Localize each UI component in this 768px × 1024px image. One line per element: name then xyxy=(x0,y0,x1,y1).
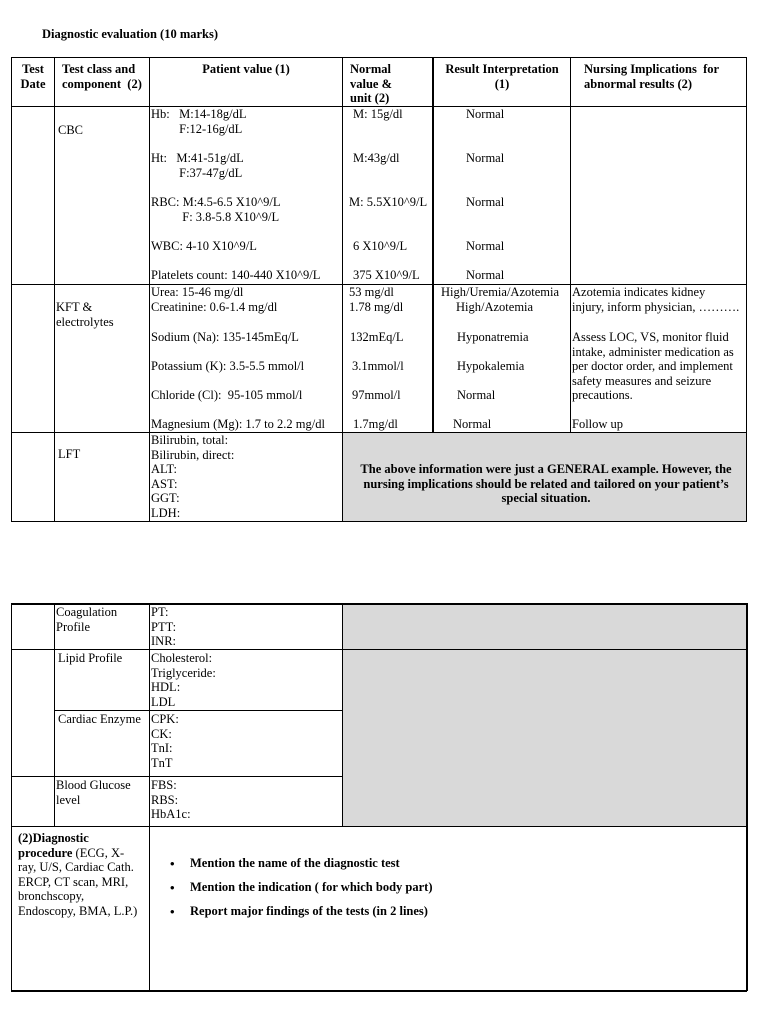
kft-chloride-interp: Normal xyxy=(457,388,496,402)
coag-label: Coagulation Profile xyxy=(56,605,118,634)
header-result-interpretation: Result Interpretation (1) xyxy=(445,62,559,91)
cbc-hb-patient: Hb: M:14-18g/dL F:12-16g/dL xyxy=(151,107,247,136)
header-patient-value: Patient value (1) xyxy=(202,62,290,76)
cbc-wbc-patient: WBC: 4-10 X10^9/L xyxy=(151,239,257,253)
procedure-label-examples: (ECG, X-ray, U/S, Cardiac Cath. ERCP, CT scan, MRI, bronchscopy, Endoscopy, BMA, L.P.) xyxy=(18,845,138,918)
cbc-rbc-interp: Normal xyxy=(466,195,505,209)
header-test-date: Test Date xyxy=(20,62,46,91)
kft-magnesium-normal: 1.7mg/dl xyxy=(353,417,398,431)
cbc-hb-normal: M: 15g/dl xyxy=(353,107,403,121)
kft-creatinine-patient: Creatinine: 0.6-1.4 mg/dl xyxy=(151,300,278,314)
instruction-item: • Mention the indication ( for which body part) xyxy=(170,880,433,895)
cbc-label: CBC xyxy=(58,123,84,137)
lipid-label: Lipid Profile xyxy=(58,651,123,665)
cbc-platelets-interp: Normal xyxy=(466,268,505,282)
kft-urea-normal: 53 mg/dl xyxy=(349,285,394,299)
instruction-item: • Report major findings of the tests (in 2 lines) xyxy=(170,904,433,919)
kft-potassium-normal: 3.1mmol/l xyxy=(352,359,404,373)
cbc-ht-normal: M:43g/dl xyxy=(353,151,400,165)
header-normal-value: Normal value & unit (2) xyxy=(350,62,393,105)
general-example-note: The above information were just a GENERAL example. However, the nursing implications should be related and tailored on your patient’s special situation. xyxy=(360,462,732,505)
kft-creatinine-normal: 1.78 mg/dl xyxy=(349,300,404,314)
kft-label: KFT & electrolytes xyxy=(56,300,114,329)
kft-urea-interp: High/Uremia/Azotemia xyxy=(441,285,560,299)
kft-magnesium-patient: Magnesium (Mg): 1.7 to 2.2 mg/dl xyxy=(151,417,325,431)
kft-chloride-patient: Chloride (Cl): 95-105 mmol/l xyxy=(151,388,303,402)
glucose-items: FBS: RBS: HbA1c: xyxy=(151,778,191,821)
cardiac-items: CPK: CK: TnI: TnT xyxy=(151,712,179,770)
header-test-class: Test class and component (2) xyxy=(62,62,142,91)
page-title: Diagnostic evaluation (10 marks) xyxy=(42,27,219,41)
cbc-rbc-patient: RBC: M:4.5-6.5 X10^9/L F: 3.8-5.8 X10^9/L xyxy=(151,195,281,224)
cbc-platelets-patient: Platelets count: 140-440 X10^9/L xyxy=(151,268,321,282)
cbc-ht-interp: Normal xyxy=(466,151,505,165)
kft-nursing-azotemia: Azotemia indicates kidney injury, inform physician, ………. xyxy=(572,285,740,314)
procedure-label-title: (2)Diagnostic procedure xyxy=(18,831,89,860)
kft-sodium-interp: Hyponatremia xyxy=(457,330,529,344)
kft-potassium-interp: Hypokalemia xyxy=(457,359,525,373)
header-nursing-implications: Nursing Implications for abnormal results (2) xyxy=(584,62,720,91)
empty-shade xyxy=(342,605,746,827)
cbc-wbc-interp: Normal xyxy=(466,239,505,253)
kft-nursing-follow-up: Follow up xyxy=(572,417,624,431)
kft-sodium-normal: 132mEq/L xyxy=(350,330,404,344)
procedure-label xyxy=(18,831,140,918)
lipid-items: Cholesterol: Triglyceride: HDL: LDL xyxy=(151,651,216,709)
kft-nursing-electrolytes: Assess LOC, VS, monitor fluid intake, administer medication as per doctor order, and implement safety measures and seizure precautions. xyxy=(572,330,734,402)
procedure-instructions xyxy=(170,856,433,928)
cbc-platelets-normal: 375 X10^9/L xyxy=(353,268,420,282)
cardiac-label: Cardiac Enzyme xyxy=(58,712,141,726)
kft-creatinine-interp: High/Azotemia xyxy=(456,300,534,314)
glucose-label: Blood Glucose level xyxy=(56,778,131,807)
kft-potassium-patient: Potassium (K): 3.5-5.5 mmol/l xyxy=(151,359,305,373)
lft-label: LFT xyxy=(58,447,81,461)
cbc-wbc-normal: 6 X10^9/L xyxy=(353,239,408,253)
lft-items: Bilirubin, total: Bilirubin, direct: ALT: AST: GGT: LDH: xyxy=(151,433,235,520)
coag-items: PT: PTT: INR: xyxy=(151,605,177,648)
kft-sodium-patient: Sodium (Na): 135-145mEq/L xyxy=(151,330,299,344)
cbc-hb-interp: Normal xyxy=(466,107,505,121)
kft-chloride-normal: 97mmol/l xyxy=(352,388,401,402)
kft-magnesium-interp: Normal xyxy=(453,417,492,431)
instruction-item: • Mention the name of the diagnostic test xyxy=(170,856,433,871)
kft-urea-patient: Urea: 15-46 mg/dl xyxy=(151,285,244,299)
cbc-ht-patient: Ht: M:41-51g/dL F:37-47g/dL xyxy=(151,151,244,180)
cbc-rbc-normal: M: 5.5X10^9/L xyxy=(349,195,428,209)
